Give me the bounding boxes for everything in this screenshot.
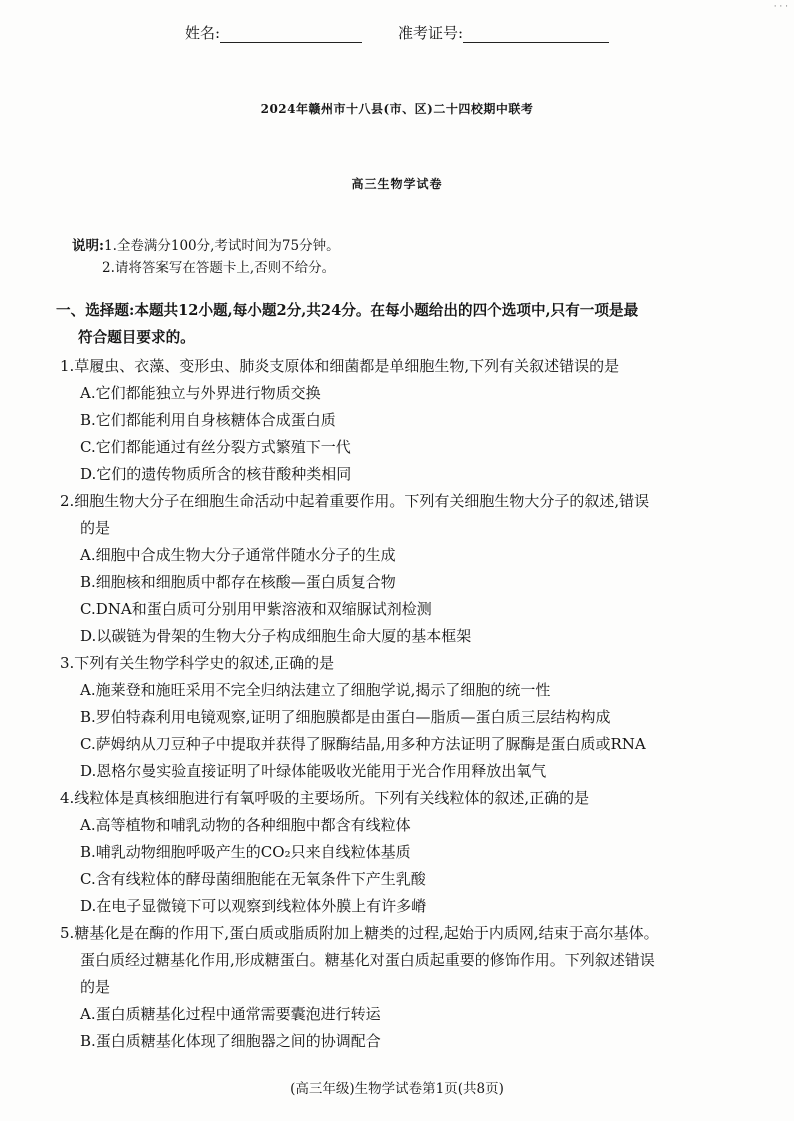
question-2-option-d: D.以碳链为骨架的生物大分子构成细胞生命大厦的基本框架 — [80, 627, 472, 645]
question-5-option-b: B.蛋白质糖基化体现了细胞器之间的协调配合 — [80, 1032, 381, 1050]
question-1-option-a: A.它们都能独立与外界进行物质交换 — [80, 384, 321, 402]
question-1-stem: 1.草履虫、衣藻、变形虫、肺炎支原体和细菌都是单细胞生物,下列有关叙述错误的是 — [60, 357, 620, 375]
instructions — [72, 235, 340, 279]
question-3-option-b: B.罗伯特森利用电镜观察,证明了细胞膜都是由蛋白—脂质—蛋白质三层结构构成 — [80, 708, 611, 726]
question-4-option-b: B.哺乳动物细胞呼吸产生的CO₂只来自线粒体基质 — [80, 843, 411, 861]
question-4-option-d: D.在电子显微镜下可以观察到线粒体外膜上有许多嵴 — [80, 897, 427, 915]
instruction-item: 2.请将答案写在答题卡上,否则不给分。 — [102, 260, 336, 276]
instructions-label: 说明: — [72, 238, 104, 254]
name-label: 姓名: — [185, 24, 221, 42]
question-1-option-c: C.它们都能通过有丝分裂方式繁殖下一代 — [80, 438, 351, 456]
question-2-option-a: A.细胞中合成生物大分子通常伴随水分子的生成 — [80, 546, 396, 564]
question-5-stem-cont-1: 蛋白质经过糖基化作用,形成糖蛋白。糖基化对蛋白质起重要的修饰作用。下列叙述错误 — [80, 951, 655, 969]
question-4-stem: 4.线粒体是真核细胞进行有氧呼吸的主要场所。下列有关线粒体的叙述,正确的是 — [60, 789, 590, 807]
exam-number-label: 准考证号: — [398, 24, 464, 42]
question-5-stem-cont-2: 的是 — [80, 978, 111, 996]
section-heading-line-1: 一、选择题:本题共12小题,每小题2分,共24分。在每小题给出的四个选项中,只有一项是最 — [56, 302, 639, 319]
exam-title: 2024年赣州市十八县(市、区)二十四校期中联考 — [260, 102, 534, 116]
question-4-option-a: A.高等植物和哺乳动物的各种细胞中都含有线粒体 — [80, 816, 411, 834]
page-footer: (高三年级)生物学试卷第1页(共8页) — [290, 1081, 504, 1097]
question-3-option-a: A.施莱登和施旺采用不完全归纳法建立了细胞学说,揭示了细胞的统一性 — [80, 681, 551, 699]
instruction-line-2 — [72, 257, 340, 279]
question-2-option-c: C.DNA和蛋白质可分别用甲紫溶液和双缩脲试剂检测 — [80, 600, 432, 618]
question-1-option-d: D.它们的遗传物质所含的核苷酸种类相同 — [80, 465, 352, 483]
question-2-stem-cont: 的是 — [80, 519, 111, 537]
question-1-option-b: B.它们都能利用自身核糖体合成蛋白质 — [80, 411, 336, 429]
candidate-info — [0, 22, 794, 52]
question-2-option-b: B.细胞核和细胞质中都存在核酸—蛋白质复合物 — [80, 573, 396, 591]
question-3-option-d: D.恩格尔曼实验直接证明了叶绿体能吸收光能用于光合作用释放出氧气 — [80, 762, 547, 780]
question-3-stem: 3.下列有关生物学科学史的叙述,正确的是 — [60, 654, 335, 672]
question-5-option-a: A.蛋白质糖基化过程中通常需要囊泡进行转运 — [80, 1005, 381, 1023]
question-2-stem: 2.细胞生物大分子在细胞生命活动中起着重要作用。下列有关细胞生物大分子的叙述,错误 — [60, 492, 650, 510]
instruction-item: 1.全卷满分100分,考试时间为75分钟。 — [103, 238, 340, 254]
name-blank-line — [220, 24, 362, 43]
exam-number-field[interactable] — [398, 22, 609, 43]
question-4-option-c: C.含有线粒体的酵母菌细胞能在无氧条件下产生乳酸 — [80, 870, 426, 888]
question-3-option-c: C.萨姆纳从刀豆种子中提取并获得了脲酶结晶,用多种方法证明了脲酶是蛋白质或RNA — [80, 735, 646, 753]
paper-title: 高三生物学试卷 — [351, 177, 443, 191]
exam-number-blank-line — [463, 24, 609, 43]
section-heading-line-2: 符合题目要求的。 — [78, 329, 195, 346]
instruction-line-1 — [72, 235, 340, 257]
corner-mark: · · · — [773, 2, 788, 12]
name-field[interactable] — [185, 22, 362, 43]
question-5-stem: 5.糖基化是在酶的作用下,蛋白质或脂质附加上糖类的过程,起始于内质网,结束于高尔基体。 — [60, 924, 659, 942]
